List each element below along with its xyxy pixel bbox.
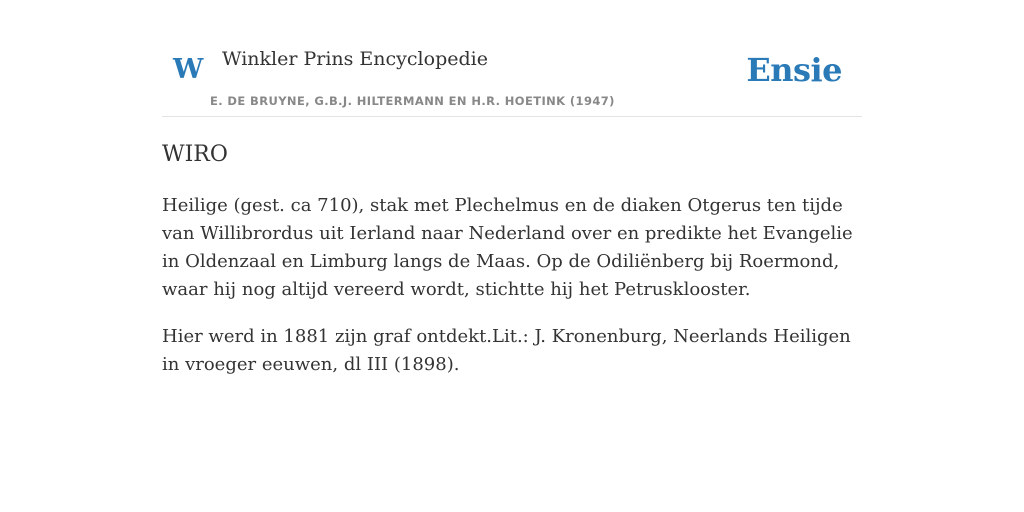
source-authors: E. DE BRUYNE, G.B.J. HILTERMANN EN H.R. HOETINK (1947) [210,94,615,108]
source-title: Winkler Prins Encyclopedie [222,48,488,70]
article-paragraph: Heilige (gest. ca 710), stak met Plechelmus en de diaken Otgerus ten tijde van Willibrordus uit Ierland naar Nederland over en predikte het Evangelie in Oldenzaal en Limburg langs de Maas. Op de Odiliënberg bij Roermond, waar hij nog altijd vereerd wordt, stichtte hij het Petrusklooster. [162,195,853,300]
winkler-prins-logo[interactable]: W [173,54,204,85]
article-paragraph: Hier werd in 1881 zijn graf ontdekt.Lit.: J. Kronenburg, Neerlands Heiligen in vroeger eeuwen, dl III (1898). [162,326,851,375]
article [162,138,862,379]
ensie-logo-link[interactable]: Ensie [746,51,842,89]
source-header [162,40,862,117]
article-body [162,192,862,379]
article-title: WIRO [162,142,228,167]
